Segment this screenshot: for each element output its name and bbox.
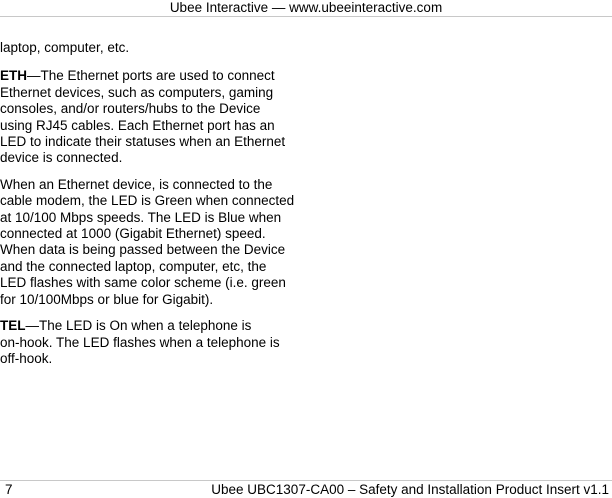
eth-lead: —The Ethernet ports are used to connect xyxy=(27,68,275,84)
page-footer xyxy=(0,480,612,497)
tel-paragraph xyxy=(0,318,322,367)
document-body xyxy=(0,40,322,377)
led-line: When data is being passed between the Device xyxy=(0,242,286,258)
intro-paragraph xyxy=(0,40,322,56)
tel-line: off-hook. xyxy=(0,350,53,366)
eth-term: ETH xyxy=(0,68,27,84)
eth-line: consoles, and/or routers/hubs to the Device xyxy=(0,101,261,117)
led-line: LED flashes with same color scheme (i.e. green xyxy=(0,275,286,291)
eth-paragraph xyxy=(0,68,322,166)
eth-line: Ethernet devices, such as computers, gaming xyxy=(0,84,274,100)
led-line: When an Ethernet device, is connected to the xyxy=(0,176,273,192)
tel-line: on-hook. The LED flashes when a telephone is xyxy=(0,334,280,350)
led-line: and the connected laptop, computer, etc, the xyxy=(0,258,267,274)
intro-text: laptop, computer, etc. xyxy=(0,40,130,55)
eth-line: LED to indicate their statuses when an Ethernet xyxy=(0,134,286,150)
document-title: Ubee UBC1307-CA00 – Safety and Installation Product Insert v1.1 xyxy=(211,482,609,497)
header-title: Ubee Interactive — www.ubeeinteractive.com xyxy=(169,0,443,15)
tel-term: TEL xyxy=(0,318,26,334)
led-line: at 10/100 Mbps speeds. The LED is Blue when xyxy=(0,209,282,225)
led-line: cable modem, the LED is Green when connected xyxy=(0,193,295,209)
led-paragraph xyxy=(0,177,322,308)
led-line: connected at 1000 (Gigabit Ethernet) speed. xyxy=(0,226,266,242)
eth-line: using RJ45 cables. Each Ethernet port has an xyxy=(0,117,275,133)
led-line: for 10/100Mbps or blue for Gigabit). xyxy=(0,291,214,307)
page-header xyxy=(0,0,612,17)
tel-lead: —The LED is On when a telephone is xyxy=(25,318,252,334)
page-number: 7 xyxy=(5,482,13,497)
eth-line: device is connected. xyxy=(0,150,123,166)
